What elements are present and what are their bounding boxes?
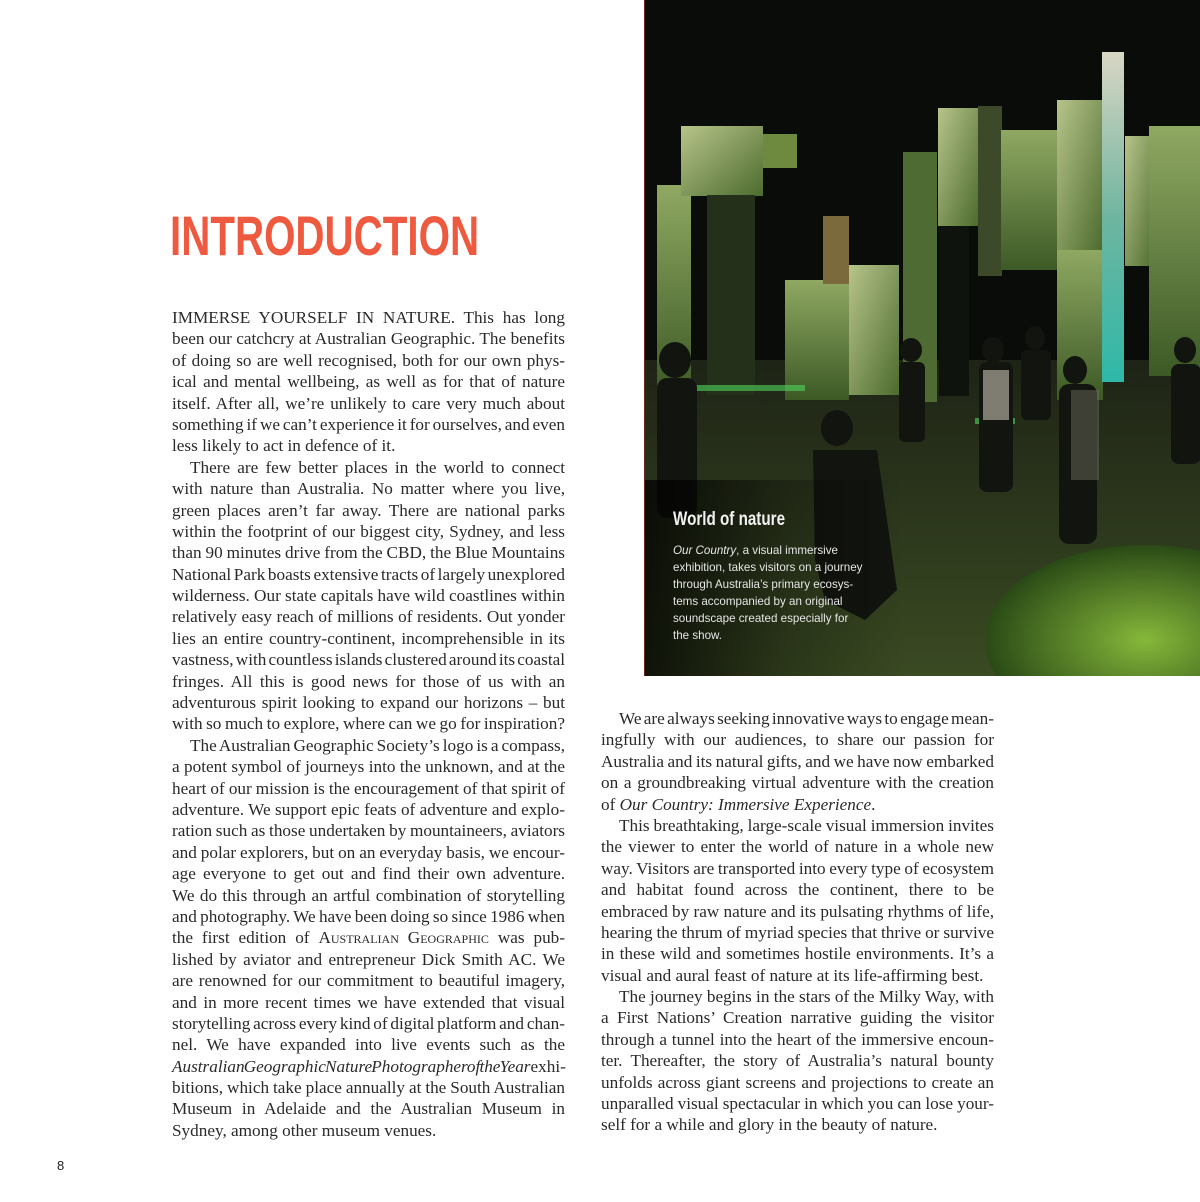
text-line: visual and aural feast of nature at its life-affirming best.: [601, 965, 984, 985]
text-line: vastness, with countless islands clustered around its coastal: [172, 650, 565, 670]
right-text-column: [601, 708, 994, 1136]
text-line: There are few better places in the world to connect: [190, 457, 565, 477]
text-line: We are always seeking innovative ways to engage mean-: [619, 709, 994, 728]
text-line: lies an entire country-continent, incomprehensible in its: [172, 628, 565, 648]
text-line: The Australian Geographic Society’s logo is a compass,: [190, 735, 565, 755]
caption-line: through Australia’s primary ecosys-: [673, 578, 854, 591]
page-title: INTRODUCTION: [170, 204, 480, 267]
text-line: than 90 minutes drive from the CBD, the Blue Mountains: [172, 543, 565, 563]
caption-line: exhibition, takes visitors on a journey: [673, 561, 863, 574]
text-line: something if we can’t experience it for ourselves, and even: [172, 414, 565, 434]
text-line: National Park boasts extensive tracts of largely unexplored: [172, 564, 565, 584]
text-line: unparalled visual spectacular in which you can lose your-: [601, 1094, 994, 1114]
text-line: ical and mental wellbeing, as well as for that of nature: [172, 372, 565, 392]
text-fragment: was pub-: [497, 928, 565, 948]
text-line: The journey begins in the stars of the Milky Way, with: [619, 987, 994, 1007]
photo-caption: [673, 508, 873, 644]
text-line: with nature than Australia. No matter where you live,: [172, 479, 565, 499]
text-line: self for a while and glory in the beauty of nature.: [601, 1115, 938, 1135]
text-line: a First Nations’ Creation narrative guiding the visitor: [601, 1008, 994, 1028]
text-line: IMMERSE YOURSELF IN NATURE. This has long: [172, 308, 565, 327]
text-line: a potent symbol of journeys into the unknown, and at the: [172, 757, 565, 777]
text-line: the viewer to enter the world of nature in a whole new: [601, 837, 994, 857]
text-line: are renowned for our commitment to beautiful imagery,: [172, 971, 565, 991]
text-line: with so much to explore, where can we go for inspiration?: [172, 714, 565, 734]
text-line-with-event-name: [172, 1056, 565, 1077]
text-line: adventurous spirit looking to expand our horizons – but: [172, 693, 565, 713]
text-line: lished by aviator and entrepreneur Dick Smith AC. We: [172, 949, 565, 969]
text-fragment: exhi-: [530, 1056, 566, 1076]
caption-line: soundscape created especially for: [673, 612, 849, 625]
text-line: fringes. All this is good news for those of us with an: [172, 671, 565, 691]
text-line: This breathtaking, large-scale visual immersion invites: [619, 815, 994, 835]
text-line: hearing the thrum of myriad species that thrive or survive: [601, 922, 994, 942]
text-fragment: .: [871, 794, 876, 814]
text-line: We do this through an artful combination of storytelling: [172, 885, 565, 905]
text-line: and in more recent times we have extended that visual: [172, 992, 565, 1012]
text-line: less likely to act in defence of it.: [172, 436, 396, 456]
caption-title: World of nature: [673, 509, 786, 530]
text-fragment: of: [601, 794, 620, 814]
text-line: and habitat found across the continent, there to be: [601, 880, 994, 900]
text-line: relatively easy reach of millions of residents. Out yonder: [172, 607, 565, 627]
text-line: wilderness. Our state capitals have wild coastlines within: [172, 586, 565, 606]
text-line: Australia and its natural gifts, and we have now embarked: [601, 751, 994, 771]
text-line: ingfully with our audiences, to share our passion for: [601, 730, 994, 750]
text-line: in these wild and sometimes hostile environments. It’s a: [601, 944, 994, 964]
text-line: on a groundbreaking virtual adventure with the creation: [601, 773, 994, 793]
teal-light-column: [1102, 52, 1124, 382]
caption-line: tems accompanied by an original: [673, 595, 843, 608]
text-line: within the footprint of our biggest city, Sydney, and less: [172, 521, 565, 541]
text-line: adventure. We support epic feats of adventure and explo-: [172, 799, 565, 819]
text-line: way. Visitors are transported into every type of ecosystem: [601, 858, 994, 878]
page-number: 8: [57, 1158, 65, 1173]
text-line: bitions, which take place annually at the South Australian: [172, 1078, 565, 1098]
caption-line: the show.: [673, 629, 722, 642]
text-line: storytelling across every kind of digital platform and chan-: [172, 1013, 565, 1033]
caption-line: [673, 542, 873, 559]
text-line: embraced by raw nature and its pulsating rhythms of life,: [601, 901, 994, 921]
text-line: through a tunnel into the heart of the immersive encoun-: [601, 1029, 994, 1049]
text-line: itself. After all, we’re unlikely to care very much about: [172, 393, 565, 413]
text-line: ter. Thereafter, the story of Australia’s natural bounty: [601, 1051, 994, 1071]
text-line: and photography. We have been doing so since 1986 when: [172, 906, 565, 926]
text-line: heart of our mission is the encouragement of that spirit of: [172, 778, 565, 798]
text-line-with-exhibition-name: [601, 794, 994, 815]
text-line: been our catchcry at Australian Geographic. The benefits: [172, 329, 565, 349]
left-text-column: [172, 307, 565, 1141]
text-line: and polar explorers, but on an everyday basis, we encour-: [172, 842, 565, 862]
event-name: Australian Geographic Nature Photographer of the Year: [172, 1056, 531, 1076]
text-fragment: the first edition of: [172, 928, 319, 948]
exhibition-name: Our Country: Immersive Experience: [619, 794, 872, 814]
text-line: nel. We have expanded into live events such as the: [172, 1035, 565, 1055]
text-line: ration such as those undertaken by mountaineers, aviators: [172, 821, 565, 841]
text-line-with-publication-name: [172, 927, 565, 948]
text-line: Sydney, among other museum venues.: [172, 1120, 437, 1140]
text-line: Museum in Adelaide and the Australian Museum in: [172, 1099, 565, 1119]
text-line: age everyone to get out and find their own adventure.: [172, 864, 565, 884]
exhibition-name: Our Country: [673, 544, 737, 557]
text-line: unfolds across giant screens and projections to create an: [601, 1072, 994, 1092]
caption-body: [673, 542, 873, 644]
text-line: of doing so are well recognised, both for our own phys-: [172, 350, 565, 370]
publication-name: Australian Geographic: [318, 928, 489, 948]
caption-text: , a visual immersive: [736, 544, 838, 557]
text-line: green places aren’t far away. There are national parks: [172, 500, 565, 520]
